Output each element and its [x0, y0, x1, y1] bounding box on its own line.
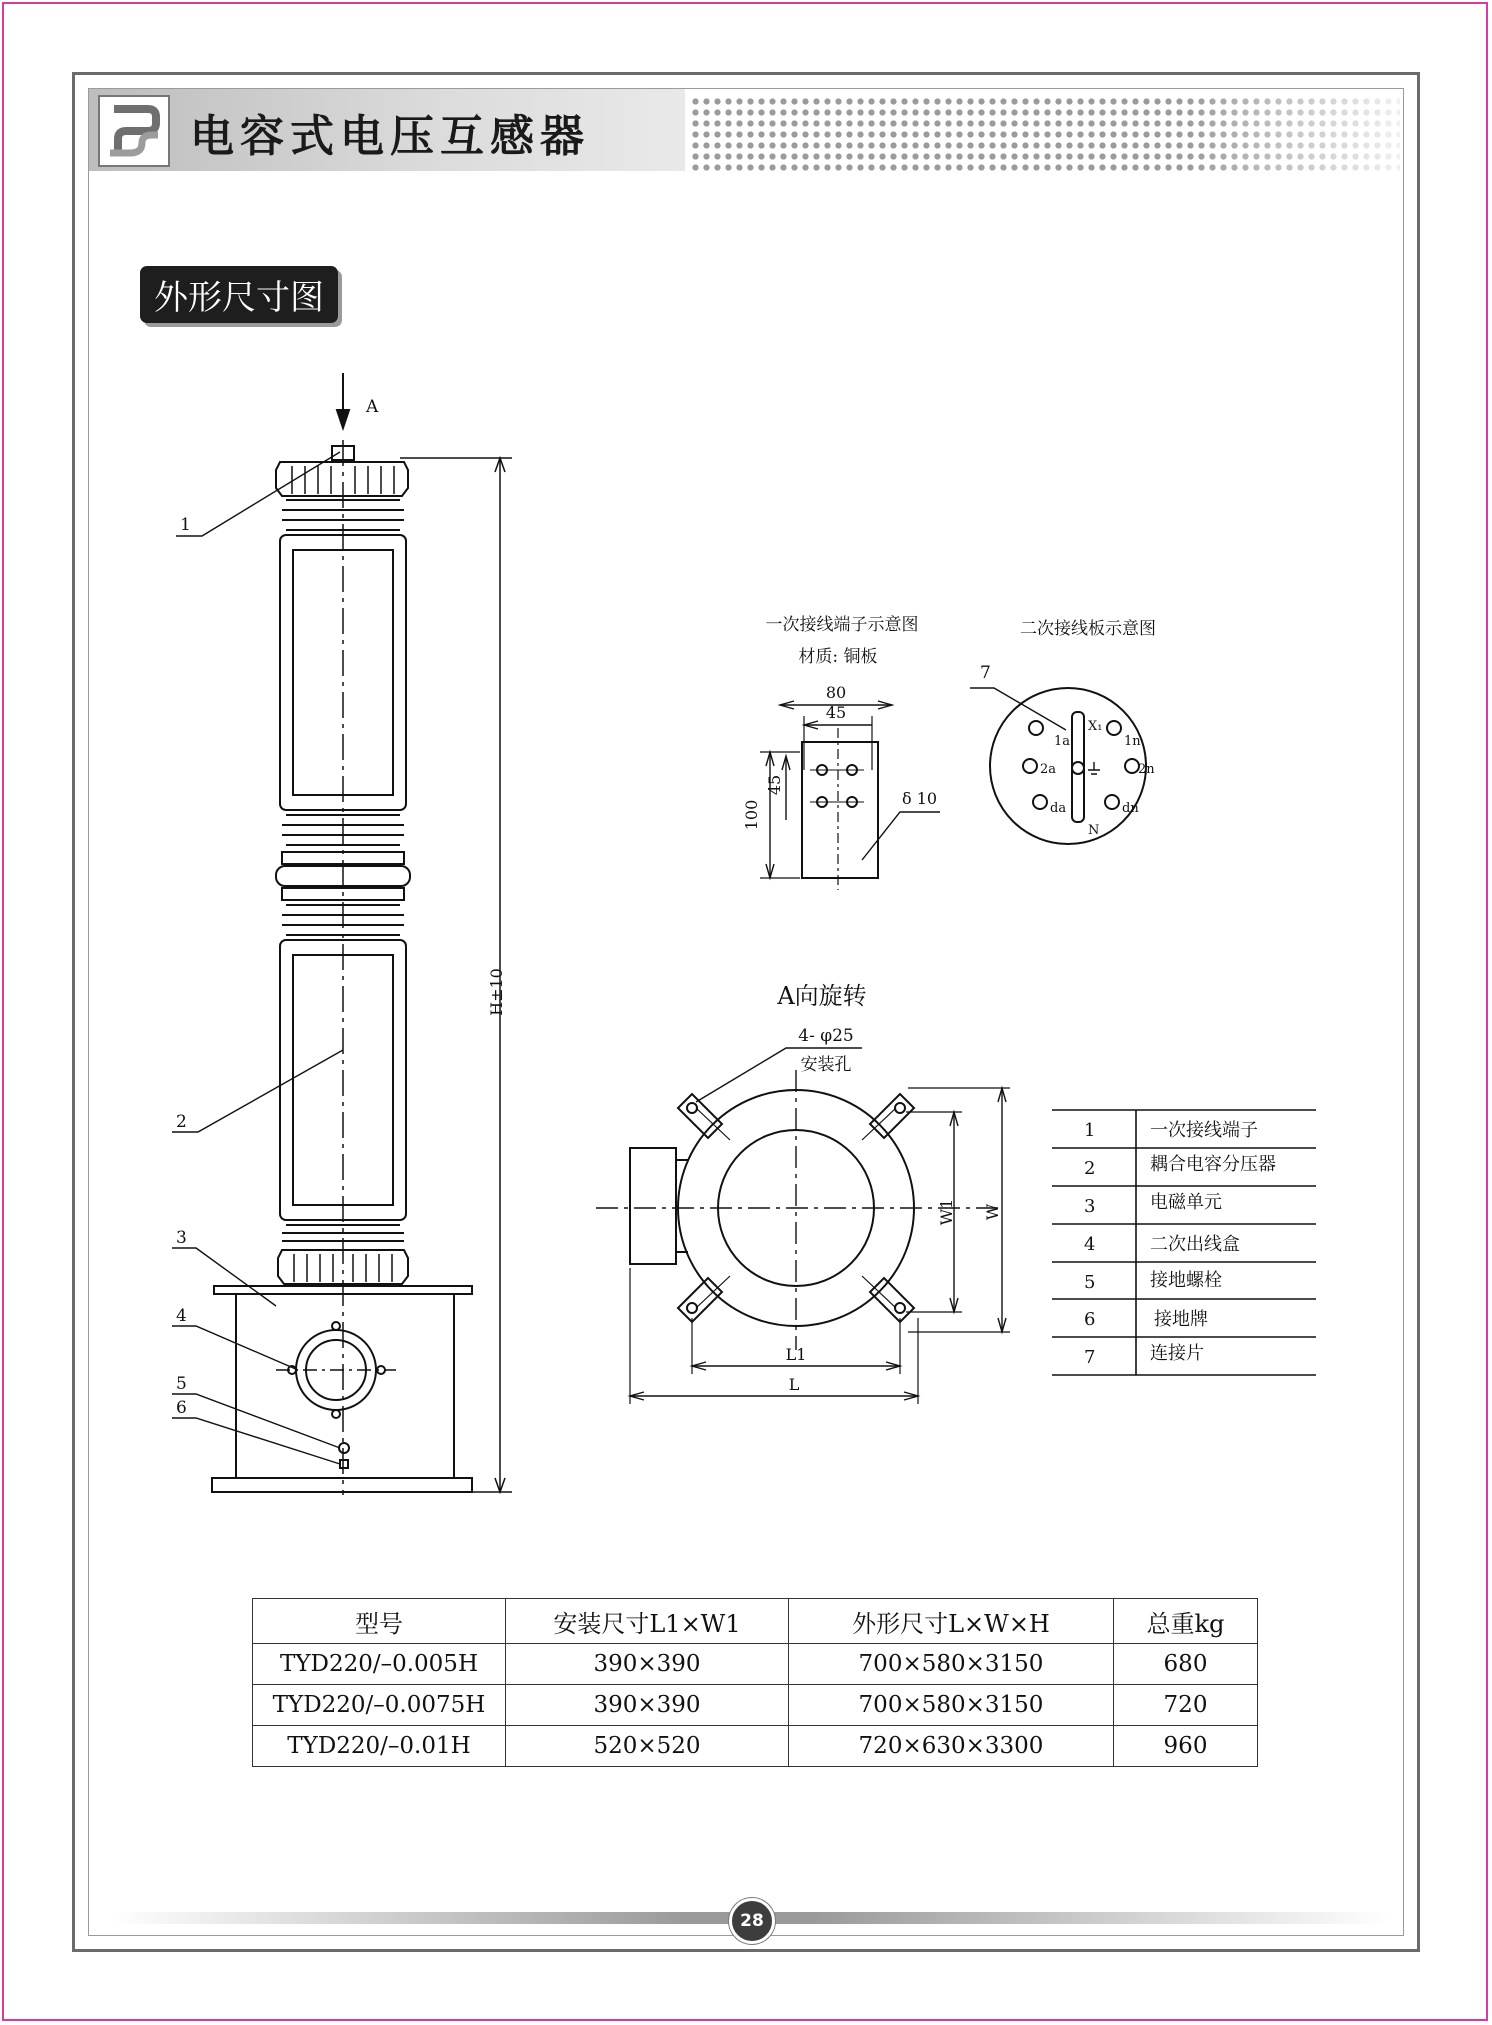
arrow-head-icon	[337, 410, 349, 428]
dim-80: 80	[825, 683, 847, 702]
legend-num-7: 7	[1084, 1347, 1096, 1368]
spec-table	[252, 1598, 1258, 1767]
legend-name-6: 接地牌	[1154, 1309, 1208, 1330]
cell-install-dim: 520×520	[506, 1726, 789, 1767]
legend-name-5: 接地螺栓	[1150, 1270, 1222, 1291]
cell-model: TYD220/–0.005H	[253, 1644, 506, 1685]
dim-100: 100	[742, 799, 761, 831]
callout-2: 2	[176, 1112, 187, 1132]
secondary-board-title: 二次接线板示意图	[1020, 619, 1156, 639]
legend-name-4: 二次出线盒	[1150, 1234, 1240, 1255]
grounding-bolt	[339, 1443, 349, 1453]
terminal-2n: 2n	[1138, 762, 1155, 777]
view-arrow-label: A	[366, 397, 379, 417]
tank-base	[212, 1478, 472, 1492]
height-dimension-label: H±10	[487, 968, 506, 1016]
cell-weight: 680	[1114, 1644, 1258, 1685]
parts-legend	[1052, 1110, 1316, 1375]
legend-num-5: 5	[1084, 1272, 1096, 1293]
legend-name-1: 一次接线端子	[1150, 1120, 1258, 1141]
mounting-hole	[895, 1303, 905, 1313]
terminal-plate	[802, 742, 878, 878]
main-elevation-view	[172, 373, 512, 1495]
callout-6: 6	[176, 1398, 187, 1418]
holes-spec: 4- φ25	[798, 1026, 854, 1046]
section-title: 外形尺寸图	[140, 266, 338, 323]
col-model: 型号	[253, 1599, 506, 1644]
legend-num-4: 4	[1084, 1234, 1096, 1255]
mounting-hole	[687, 1103, 697, 1113]
dim-45-side: 45	[765, 774, 784, 796]
mounting-hole	[687, 1303, 697, 1313]
secondary-board-detail	[970, 619, 1156, 844]
box-bolt	[332, 1410, 340, 1418]
callout-1: 1	[180, 515, 191, 535]
legend-num-2: 2	[1084, 1158, 1096, 1179]
cell-weight: 720	[1114, 1685, 1258, 1726]
legend-num-6: 6	[1084, 1309, 1096, 1330]
primary-terminal-title: 一次接线端子示意图	[765, 615, 919, 635]
terminal-x1: X₁	[1088, 719, 1103, 734]
thickness-label: δ 10	[902, 789, 938, 808]
mounting-hole	[895, 1103, 905, 1113]
dim-w: W	[983, 1203, 1002, 1221]
page-number: 28	[729, 1898, 775, 1944]
terminal-1n: 1n	[1124, 734, 1141, 749]
callout-4: 4	[176, 1306, 187, 1326]
terminal-2a: 2a	[1040, 762, 1057, 777]
primary-terminal-detail	[742, 615, 940, 890]
connecting-strip	[1072, 712, 1084, 822]
terminal-1a: 1a	[1054, 734, 1071, 749]
ground-symbol-icon	[1088, 762, 1100, 774]
legend-name-3: 电磁单元	[1150, 1192, 1222, 1213]
callout-7: 7	[980, 663, 991, 683]
holes-label: 安装孔	[800, 1055, 852, 1075]
cell-model: TYD220/–0.0075H	[253, 1685, 506, 1726]
callout-leaders	[172, 452, 343, 1464]
terminal-dn: dn	[1122, 801, 1139, 816]
callout-5: 5	[176, 1374, 187, 1394]
terminal-n: N	[1088, 823, 1100, 838]
legend-name-2: 耦合电容分压器	[1150, 1154, 1276, 1175]
col-weight: 总重kg	[1114, 1599, 1258, 1644]
box-bolt	[332, 1322, 340, 1330]
table-row	[253, 1685, 1258, 1726]
legend-num-3: 3	[1084, 1196, 1096, 1217]
cell-model: TYD220/–0.01H	[253, 1726, 506, 1767]
legend-name-7: 连接片	[1150, 1343, 1204, 1364]
col-outline-dim: 外形尺寸L×W×H	[789, 1599, 1114, 1644]
a-view-detail	[596, 982, 1010, 1404]
table-row	[253, 1644, 1258, 1685]
secondary-outlet-box	[630, 1148, 676, 1264]
secondary-board-circle	[990, 688, 1146, 844]
grounding-plate	[340, 1460, 348, 1468]
col-install-dim: 安装尺寸L1×W1	[506, 1599, 789, 1644]
dim-45-top: 45	[825, 703, 847, 722]
cell-outline-dim: 720×630×3300	[789, 1726, 1114, 1767]
page-title: 电容式电压互感器	[190, 111, 590, 162]
dim-l: L	[788, 1375, 800, 1394]
primary-terminal-material: 材质: 铜板	[798, 647, 878, 667]
a-view-title: A向旋转	[777, 982, 867, 1010]
cell-install-dim: 390×390	[506, 1644, 789, 1685]
cell-weight: 960	[1114, 1726, 1258, 1767]
terminal-da: da	[1050, 801, 1067, 816]
table-row	[253, 1726, 1258, 1767]
dim-w1: W1	[937, 1198, 956, 1226]
cell-outline-dim: 700×580×3150	[789, 1685, 1114, 1726]
cell-outline-dim: 700×580×3150	[789, 1644, 1114, 1685]
dim-l1: L1	[785, 1345, 807, 1364]
callout-3: 3	[176, 1228, 187, 1248]
electromagnetic-unit-tank	[236, 1294, 454, 1478]
cell-install-dim: 390×390	[506, 1685, 789, 1726]
legend-num-1: 1	[1084, 1120, 1096, 1141]
table-header-row	[253, 1599, 1258, 1644]
